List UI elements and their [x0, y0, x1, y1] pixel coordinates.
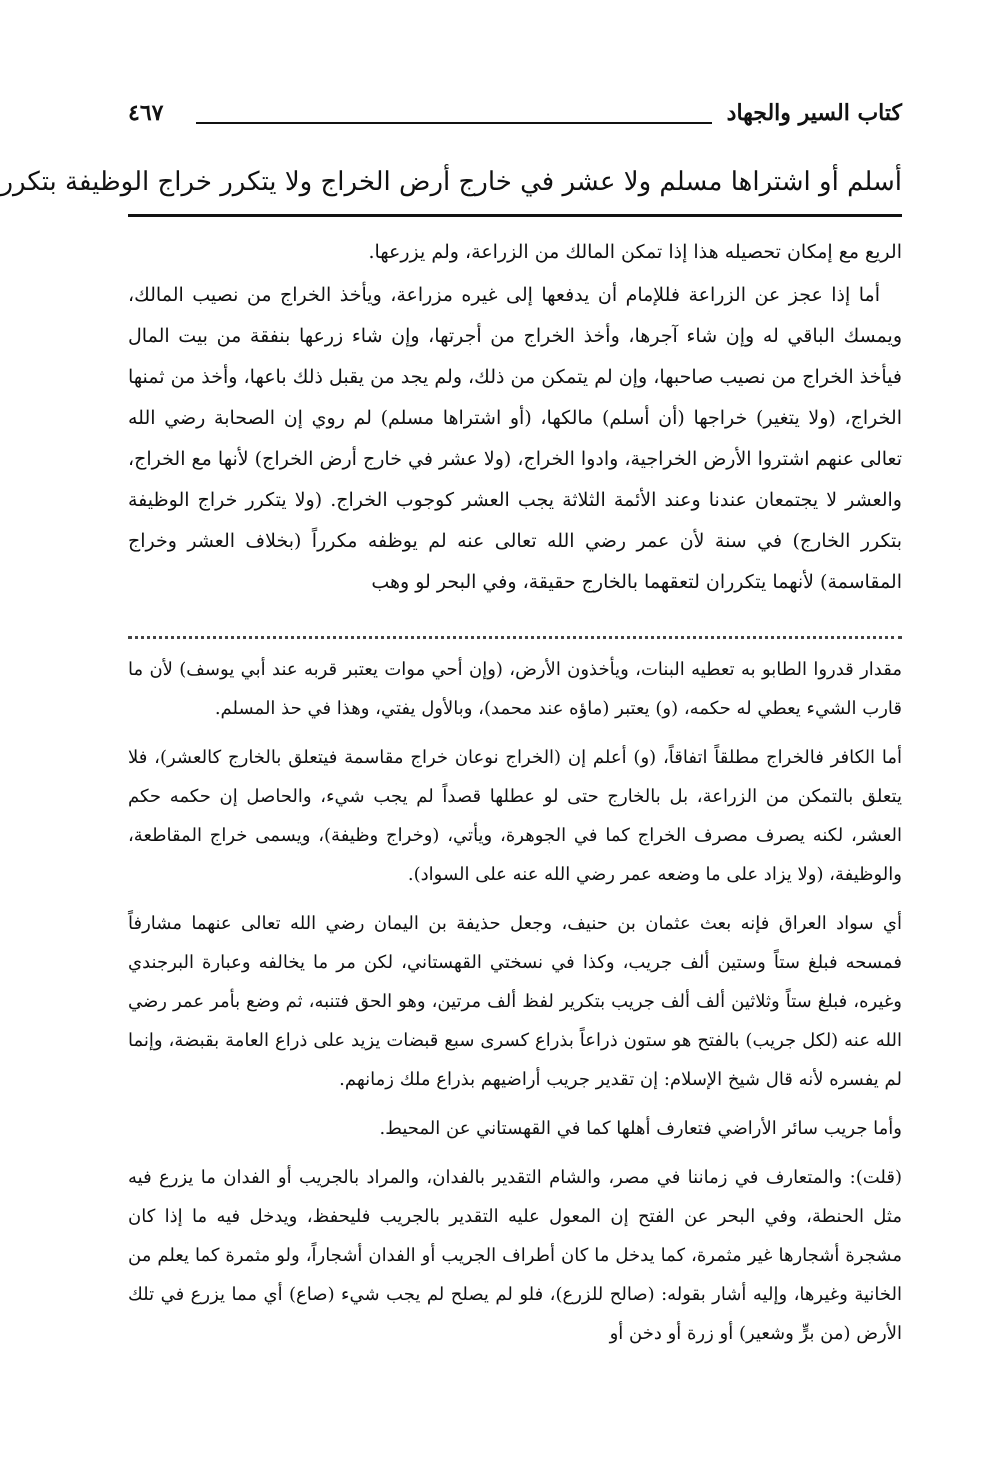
footnote-paragraph: وأما جريب سائر الأراضي فتعارف أهلها كما في القهستاني عن المحيط. [379, 1118, 902, 1139]
commentary-paragraph: الريع مع إمكان تحصيله هذا إذا تمكن المالك من الزراعة، ولم يزرعها. [368, 241, 902, 263]
commentary-paragraph: أما إذا عجز عن الزراعة فللإمام أن يدفعها إلى غيره مزراعة، ويأخذ الخراج من نصيب المالك، ويمسك الباقي له وإن شاء آجرها، وأخذ الخراج من أجرتها، وإن شاء زرعها بنفقة من بيت المال فيأخذ الخراج من نصيب صاحبها، وإن لم يتمكن من ذلك، ولم يجد من يقبل ذلك باعها، وأخذ من ثمنها الخراج، (ولا يتغير) خراجها (أن أسلم) مالكها، (أو اشتراها مسلم) لم روي إن الصحابة رضي الله تعالى عنهم اشتروا الأرض الخراجية، وادوا الخراج، (ولا عشر في خارج أرض الخراج) لأنها مع الخراج، والعشر لا يجتمعان عندنا وعند الأئمة الثلاثة يجب العشر كوجوب الخراج. (ولا يتكرر خراج الوظيفة بتكرر الخارج) في سنة لأن عمر رضي الله تعالى عنه لم يوظفه مكرراً (بخلاف العشر وخراج المقاسمة) لأنهما يتكرران لتعقهما بالخارج حقيقة، وفي البحر لو وهب [128, 284, 902, 593]
footnote-paragraph: مقدار قدروا الطابو به تعطيه البنات، ويأخذون الأرض، (وإن أحي موات يعتبر قربه عند أبي يوسف) لأن ما قارب الشيء يعطي له حكمه، (و) يعتبر (ماؤه عند محمد)، وبالأول يفتي، وهذا في حذ المسلم. [128, 659, 902, 719]
footnote-paragraph: أما الكافر فالخراج مطلقاً اتفاقاً، (و) أعلم إن (الخراج نوعان خراج مقاسمة فيتعلق بالخارج كالعشر)، فلا يتعلق بالتمكن من الزراعة، بل بالخارج حتى لو عطلها قصداً لم يجب شيء، والحاصل إن حكمه حكم العشر، لكنه يصرف مصرف الخراج كما في الجوهرة، ويأتي، (وخراج وظيفة)، ويسمى خراج المقاطعة، والوظيفة، (ولا يزاد على ما وضعه عمر رضي الله عنه على السواد). [128, 747, 902, 885]
footnote-paragraph: (قلت): والمتعارف في زماننا في مصر، والشام التقدير بالفدان، والمراد بالجريب أو الفدان ما يزرع فيه مثل الحنطة، وفي البحر عن الفتح إن المعول عليه التقدير بالجريب فليحفظ، ويدخل فيه ما إذا كان مشجرة أشجارها غير مثمرة، كما يدخل ما كان أطراف الجريب أو الفدان أشجاراً، ولو مثمرة كما يعلم من الخانية وغيرها، وإليه أشار بقوله: (صالح للزرع)، فلو لم يصلح لم يجب شيء (صاع) أي مما يزرع في تلك الأرض (من برٍّ وشعير) أو زرة أو دخن أو [128, 1167, 902, 1344]
page-header [128, 98, 902, 138]
chapter-title: كتاب السير والجهاد [726, 100, 902, 126]
main-text-line: أسلم أو اشتراها مسلم ولا عشر في خارج أرض الخراج ولا يتكرر خراج الوظيفة بتكرر [0, 167, 902, 197]
footnote-paragraph: أي سواد العراق فإنه بعث عثمان بن حنيف، وجعل حذيفة بن اليمان رضي الله تعالى عنهما مشارفاً فمسحه فبلغ ستاً وستين ألف جريب، وكذا في نسختي القهستاني، لكن مر ما يخالفه وعبارة البرجندي وغيره، فبلغ ستاً وثلاثين ألف ألف جريب بتكرير لفظ ألف مرتين، وهو الحق فتنبه، ثم وضع بأمر عمر رضي الله عنه (لكل جريب) بالفتح هو ستون ذراعاً بذراع كسرى سبع قبضات يزيد على ذراع العامة بقبضة، وإنما لم يفسره لأنه قال شيخ الإسلام: إن تقدير جريب أراضيهم بذراع ملك زمانهم. [128, 913, 902, 1090]
page-number: ٤٦٧ [128, 100, 164, 126]
footnote-divider [128, 636, 902, 639]
header-rule [196, 122, 712, 124]
footnote-section [128, 650, 902, 1363]
commentary-section [128, 232, 902, 605]
main-text-divider [128, 214, 902, 217]
